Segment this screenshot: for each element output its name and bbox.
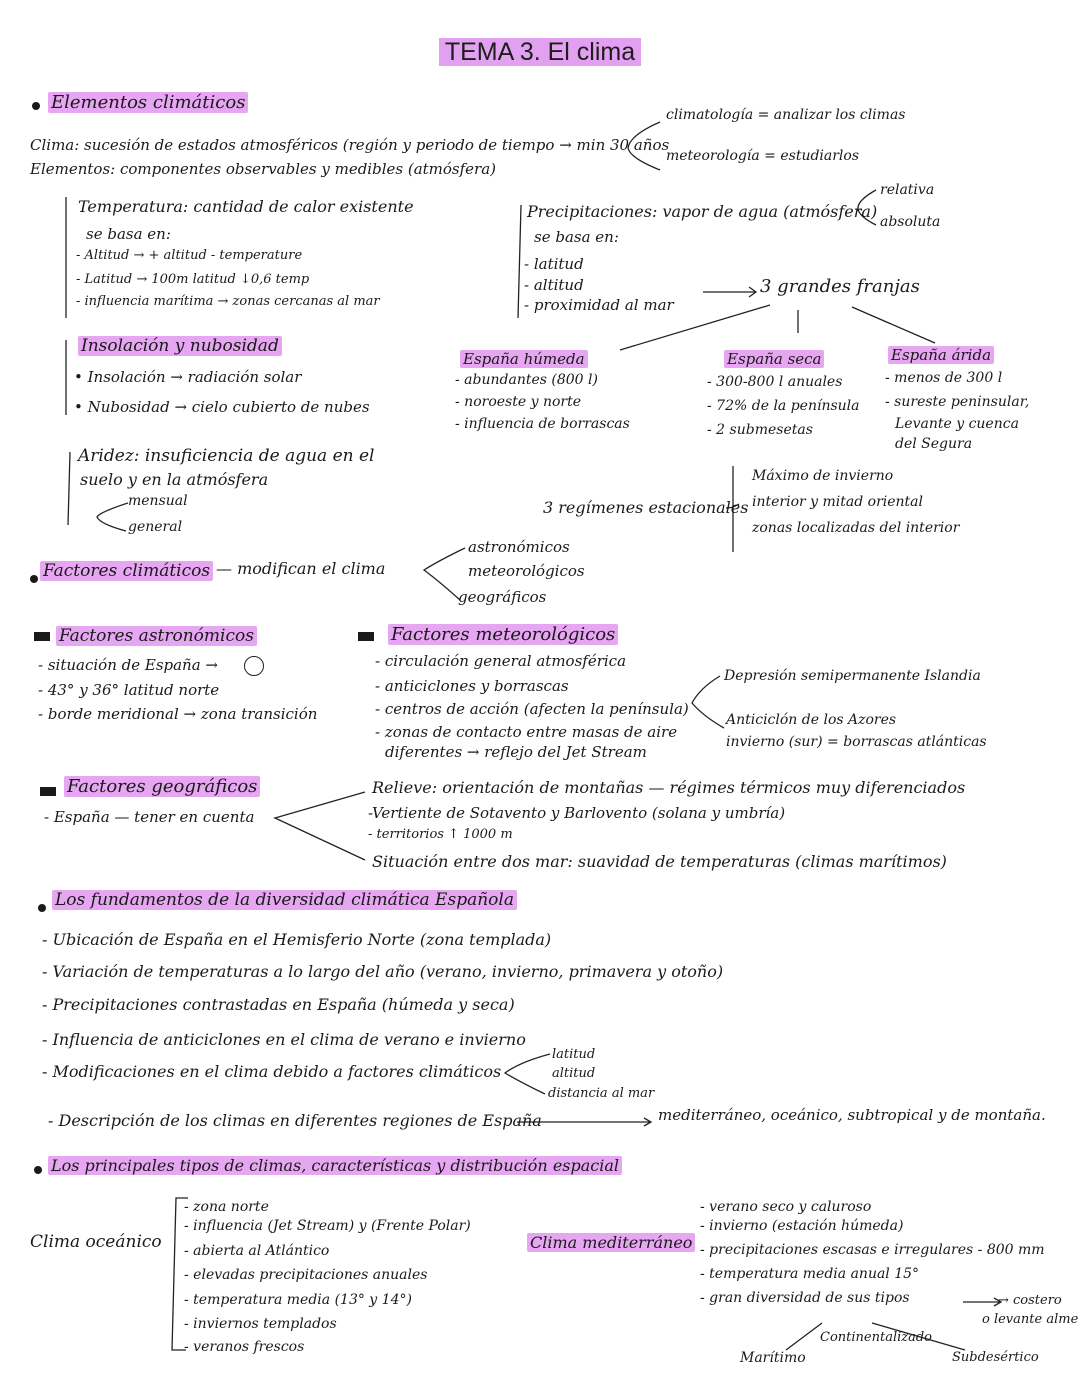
arrow-tipos [963, 1298, 1001, 1306]
factores-heading: Factores climáticos [40, 561, 213, 581]
precipitaciones-head: Precipitaciones: vapor de agua (atmósfera) [527, 202, 878, 221]
oceanico-item: - veranos frescos [184, 1339, 305, 1355]
astronomicos-item: - borde meridional → zona transición [38, 705, 318, 723]
aridez-mensual: mensual [128, 493, 188, 509]
tipo-levante: o levante alme [982, 1312, 1079, 1327]
astronomicos-item: - 43° y 36° latitud norte [38, 681, 220, 699]
branch-centros [692, 676, 724, 728]
invierno-borrascas: invierno (sur) = borrascas atlánticas [726, 734, 987, 750]
espana-arida-item: - sureste peninsular, [885, 394, 1030, 410]
espana-arida-item: Levante y cuenca [895, 416, 1019, 432]
clima-definition: Clima: sucesión de estados atmosféricos (región y periodo de tiempo → min 30 años [30, 136, 670, 154]
espana-humeda-item: - abundantes (800 l) [455, 372, 598, 388]
oceanico-item: - influencia (Jet Stream) y (Frente Polar) [184, 1218, 471, 1234]
insolacion-item: • Insolación → radiación solar [74, 368, 302, 386]
tipo-costero: → costero [998, 1293, 1062, 1308]
espana-arida-item: del Segura [895, 436, 973, 452]
bar-precipitaciones [518, 205, 521, 318]
branch-aridez [97, 503, 128, 531]
espana-humeda-head: España húmeda [460, 350, 588, 368]
mediterraneo-item: - temperatura media anual 15° [700, 1266, 920, 1282]
humedad-relativa: relativa [880, 182, 935, 198]
geograficos-relieve: Relieve: orientación de montañas — régimes térmicos muy diferenciados [372, 778, 966, 797]
temperatura-item: - influencia marítima → zonas cercanas al mar [76, 294, 380, 309]
branch-geograficos [275, 792, 365, 860]
depresion-islandia: Depresión semipermanente Islandia [724, 668, 981, 684]
anticiclon-azores: Anticiclón de los Azores [726, 712, 897, 728]
bullet [32, 102, 40, 110]
fundamentos-item: - Influencia de anticiclones en el clima de verano e invierno [42, 1030, 526, 1049]
fundamentos-item: - Modificaciones en el clima debido a factores climáticos [42, 1062, 502, 1081]
geograficos-situacion: Situación entre dos mar: suavidad de temperaturas (climas marítimos) [372, 852, 947, 871]
temperatura-head: Temperatura: cantidad de calor existente [78, 197, 414, 216]
mediterraneo-item: - invierno (estación húmeda) [700, 1218, 904, 1234]
precipitaciones-item: - proximidad al mar [524, 296, 674, 314]
oceanico-item: - abierta al Atlántico [184, 1243, 330, 1259]
fundamentos-descripcion-result: mediterráneo, oceánico, subtropical y de montaña. [658, 1106, 1046, 1124]
bullet [34, 1166, 42, 1174]
espana-arida-head: España árida [888, 346, 994, 364]
fundamentos-descripcion: - Descripción de los climas en diferentes regiones de España [48, 1111, 542, 1130]
principales-heading: Los principales tipos de climas, características y distribución espacial [48, 1156, 622, 1175]
meteorologicos-item: - centros de acción (afecten la península) [375, 700, 689, 718]
elementos-definition: Elementos: componentes observables y medibles (atmósfera) [30, 160, 497, 178]
geograficos-vertiente: -Vertiente de Sotavento y Barlovento (solana y umbría) [368, 804, 786, 822]
fundamentos-item: - Variación de temperaturas a lo largo del año (verano, invierno, primavera y otoño) [42, 962, 724, 981]
espana-humeda-item: - influencia de borrascas [455, 416, 630, 432]
regimenes-item: zonas localizadas del interior [752, 520, 960, 536]
subtipo-maritimo: Marítimo [740, 1350, 806, 1366]
meteorologia-def: meteorología = estudiarlos [666, 148, 860, 164]
astronomicos-item: - situación de España → [38, 656, 218, 674]
regimenes-item: Máximo de invierno [752, 468, 894, 484]
arrow-franjas [703, 287, 756, 297]
espana-seca-item: - 72% de la península [707, 398, 860, 414]
meteorologicos-head: Factores meteorológicos [388, 624, 618, 645]
temperatura-item: - Altitud → + altitud - temperature [76, 248, 303, 263]
regimenes-head: 3 regímenes estacionales [543, 498, 749, 517]
temperatura-base: se basa en: [86, 225, 171, 243]
insolacion-head: Insolación y nubosidad [78, 336, 282, 356]
espana-seca-head: España seca [724, 350, 824, 368]
fundamentos-item: - Precipitaciones contrastadas en España (húmeda y seca) [42, 995, 515, 1014]
geograficos-item: - España — tener en cuenta [44, 808, 255, 826]
insolacion-item: • Nubosidad → cielo cubierto de nubes [74, 398, 370, 416]
square-bullet [358, 632, 374, 641]
astronomicos-head: Factores astronómicos [56, 626, 257, 646]
bullet [30, 575, 38, 583]
aridez-general: general [128, 519, 183, 535]
franjas: 3 grandes franjas [760, 276, 920, 297]
espana-humeda-item: - noroeste y norte [455, 394, 581, 410]
square-bullet [40, 787, 56, 796]
bar-aridez [68, 452, 70, 525]
factores-modifican: — modifican el clima [216, 559, 386, 578]
precipitaciones-item: - altitud [524, 276, 584, 294]
fundamentos-item: - Ubicación de España en el Hemisferio Norte (zona templada) [42, 930, 552, 949]
meteorologicos-item: - circulación general atmosférica [375, 652, 627, 670]
climatologia-def: climatología = analizar los climas [666, 107, 906, 123]
clima-mediterraneo-label: Clima mediterráneo [527, 1233, 695, 1252]
factor-type: astronómicos [468, 538, 570, 556]
page-title: TEMA 3. El clima [0, 38, 1080, 67]
subtipo-subdesertico: Subdesértico [952, 1350, 1039, 1365]
aridez-line1: Aridez: insuficiencia de agua en el [78, 446, 375, 466]
fundamentos-heading: Los fundamentos de la diversidad climática Española [52, 890, 517, 910]
oceanico-item: - zona norte [184, 1199, 269, 1215]
factor-type: meteorológicos [468, 562, 585, 580]
espana-seca-item: - 2 submesetas [707, 422, 813, 438]
oceanico-item: - elevadas precipitaciones anuales [184, 1267, 428, 1283]
meteorologicos-item: - anticiclones y borrascas [375, 677, 569, 695]
factores-sub: distancia al mar [548, 1086, 655, 1101]
factor-type: geográficos [458, 588, 547, 606]
humedad-absoluta: absoluta [880, 214, 941, 230]
precipitaciones-base: se basa en: [534, 228, 619, 246]
espana-seca-item: - 300-800 l anuales [707, 374, 843, 390]
square-bullet [34, 632, 50, 641]
heading-elementos: Elementos climáticos [48, 92, 248, 113]
geograficos-territorios: - territorios ↑ 1000 m [368, 827, 513, 842]
meteorologicos-item: diferentes → reflejo del Jet Stream [385, 743, 647, 761]
globe-icon [244, 656, 264, 676]
bullet [38, 904, 46, 912]
geograficos-head: Factores geográficos [64, 776, 260, 797]
oceanico-item: - inviernos templados [184, 1316, 337, 1332]
branch-factores-sub [505, 1054, 550, 1094]
aridez-line2: suelo y en la atmósfera [80, 470, 269, 489]
factores-sub: altitud [552, 1066, 596, 1081]
mediterraneo-item: - precipitaciones escasas e irregulares - 800 mm [700, 1242, 1045, 1258]
clima-oceanico-label: Clima oceánico [30, 1232, 162, 1252]
subtipo-continentalizado: Continentalizado [820, 1330, 933, 1345]
mediterraneo-item: - gran diversidad de sus tipos [700, 1290, 910, 1306]
precipitaciones-item: - latitud [524, 255, 584, 273]
meteorologicos-item: - zonas de contacto entre masas de aire [375, 723, 678, 741]
oceanico-item: - temperatura media (13° y 14°) [184, 1292, 412, 1308]
mediterraneo-item: - verano seco y caluroso [700, 1199, 872, 1215]
factores-sub: latitud [552, 1047, 596, 1062]
espana-arida-item: - menos de 300 l [885, 370, 1003, 386]
temperatura-item: - Latitud → 100m latitud ↓0,6 temp [76, 272, 310, 287]
regimenes-item: interior y mitad oriental [752, 494, 923, 510]
